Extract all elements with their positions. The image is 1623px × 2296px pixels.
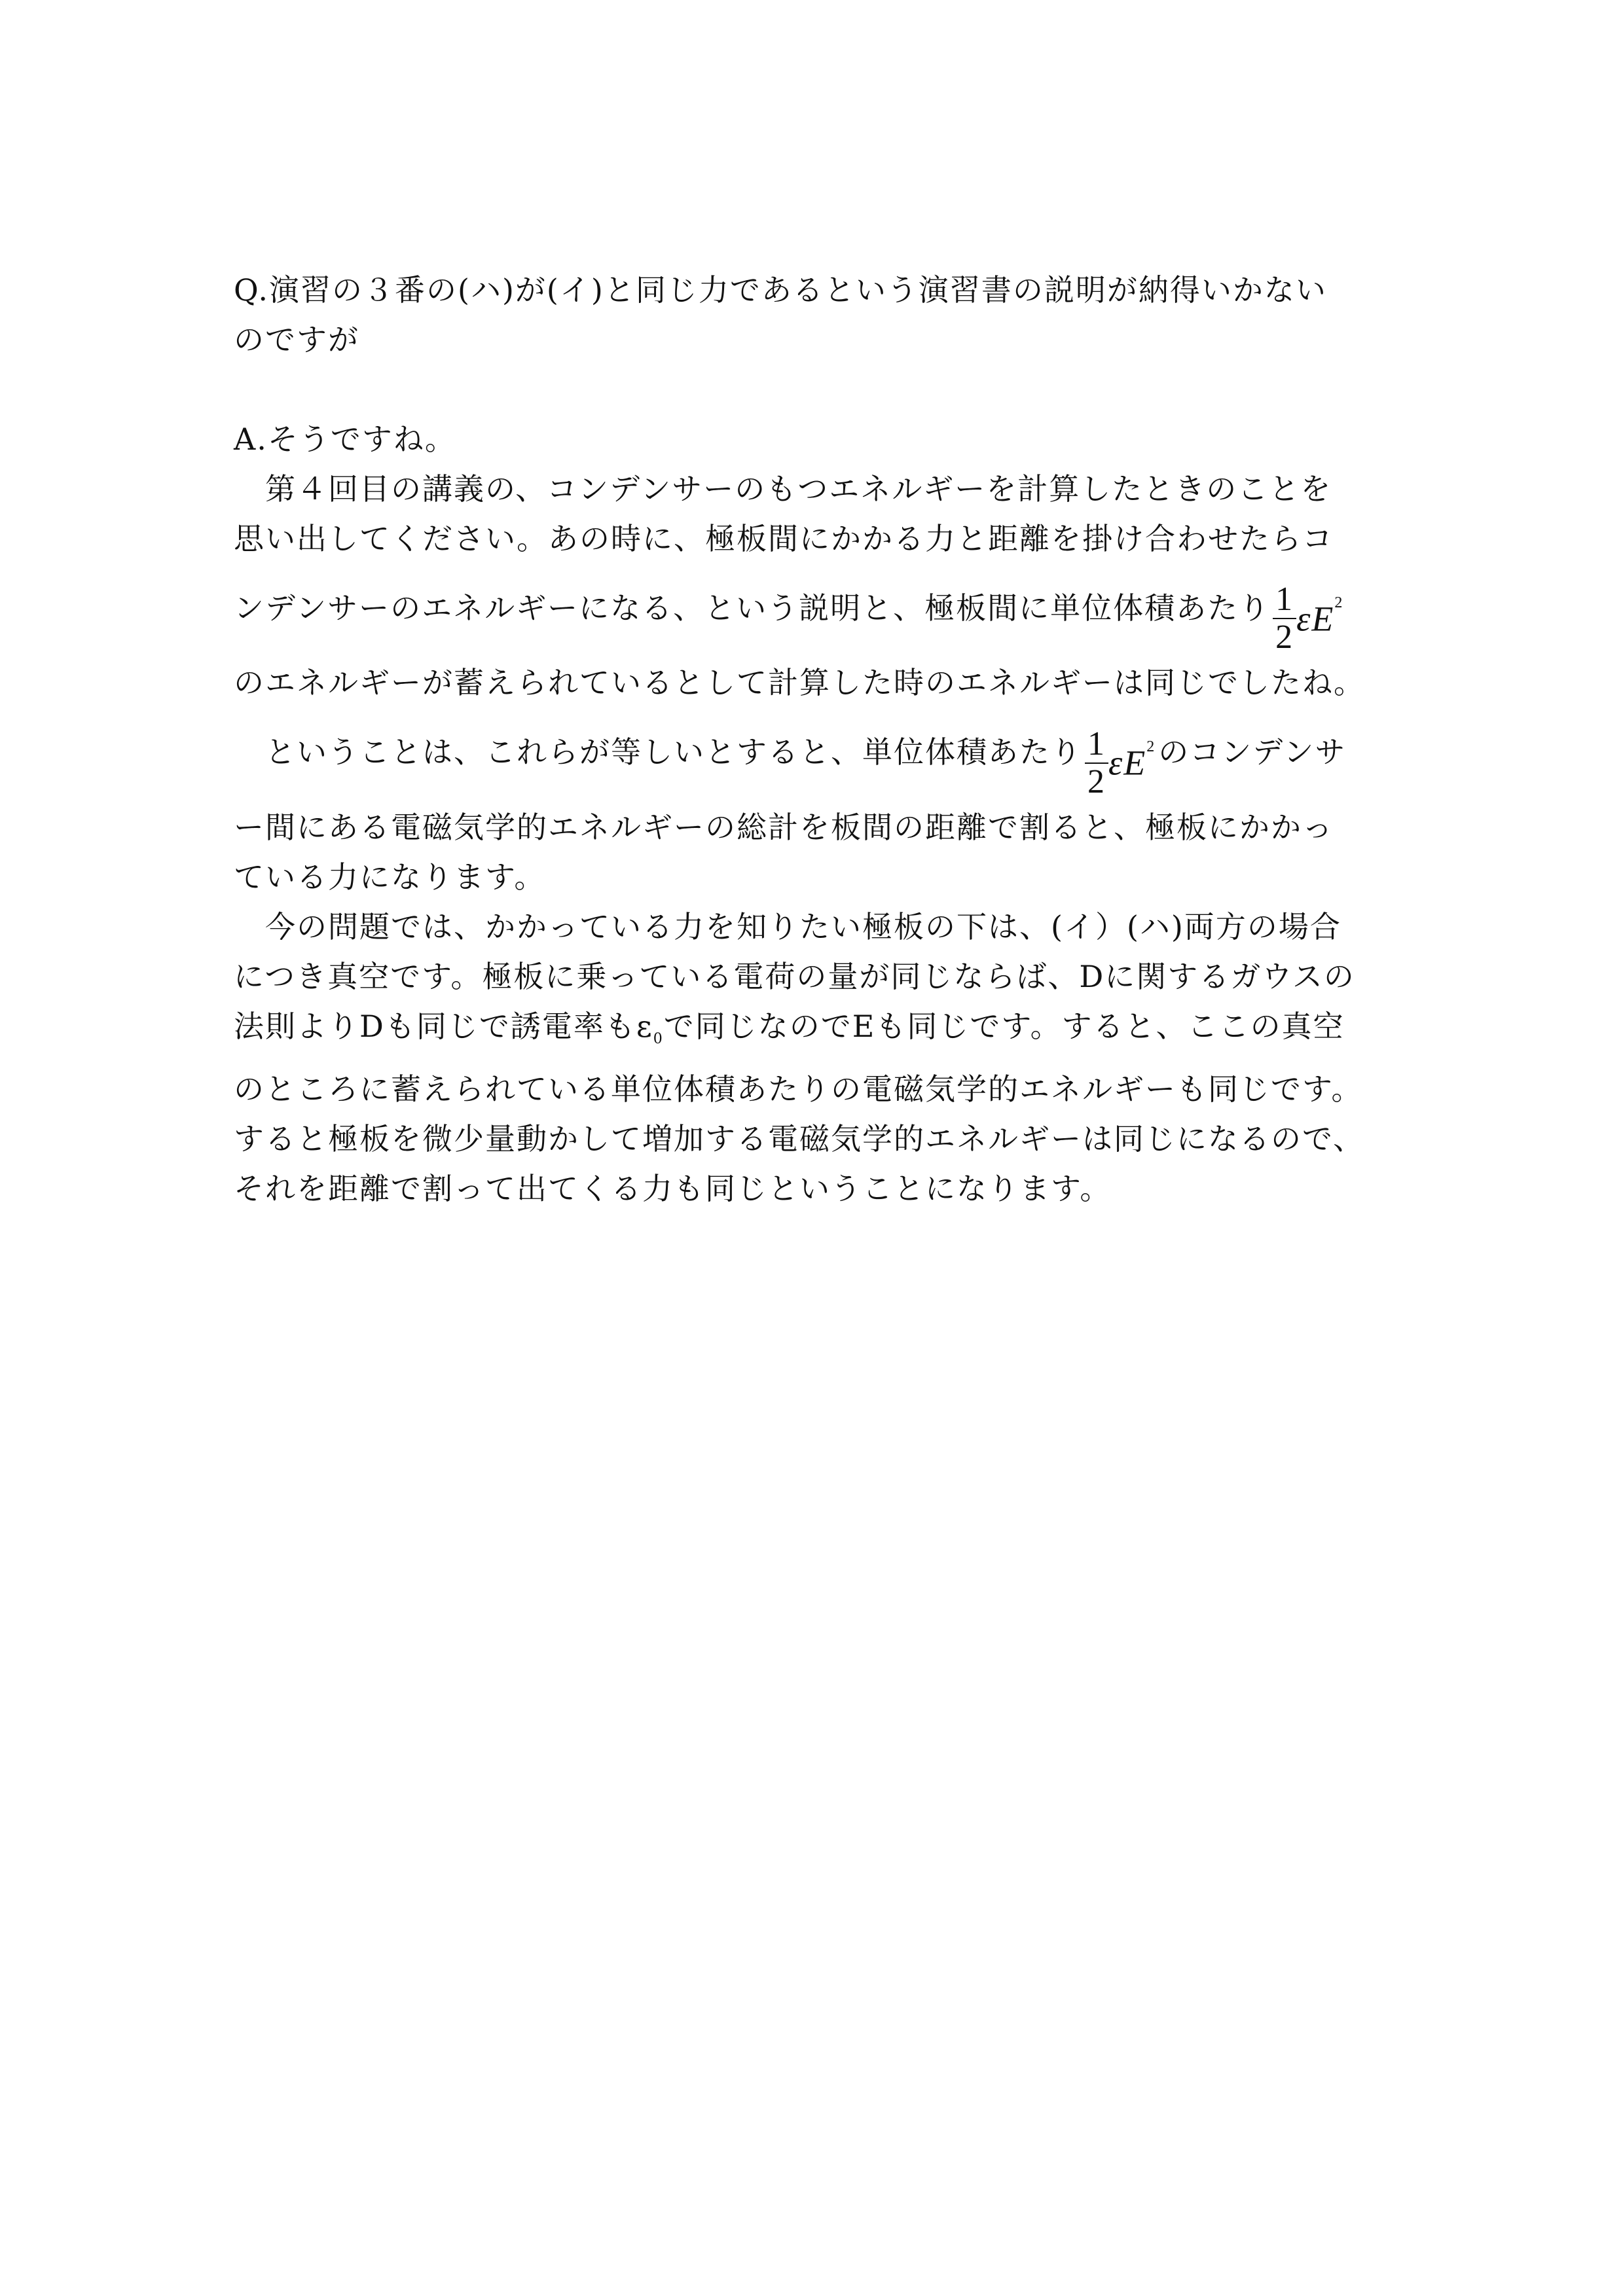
answer-text: ということは、これらが等しいとすると、単位体積あたり — [234, 734, 1082, 770]
question-line: のですが — [234, 322, 359, 357]
fraction-numerator: 1 — [1273, 581, 1296, 619]
answer-line: 第４回目の講義の、コンデンサーのもつエネルギーを計算したときのことを — [234, 471, 1332, 507]
answer-text: 法則よりDも同じで誘電率も — [234, 1008, 636, 1044]
answer-intro: A.そうですね。 — [234, 422, 456, 457]
document-body — [234, 265, 1406, 1213]
epsilon-zero-symbol — [636, 1008, 664, 1047]
answer-line: ている力になります。 — [234, 859, 546, 895]
answer-line: 今の問題では、かかっている力を知りたい極板の下は、(イ）(ハ)両方の場合 — [234, 908, 1341, 944]
answer-line — [234, 708, 1406, 802]
spacer — [234, 365, 1406, 414]
question-line: Q.演習の３番の(ハ)が(イ)と同じ力であるという演習書の説明が納得いかない — [234, 272, 1327, 308]
answer-line: のところに蓄えられている単位体積あたりの電磁気学的エネルギーも同じです。 — [234, 1071, 1363, 1107]
answer-line — [234, 1001, 1406, 1064]
formula-expression: εE — [1108, 743, 1147, 783]
answer-line: ー間にある電磁気学的エネルギーの総計を板間の距離で割ると、極板にかかっ — [234, 809, 1334, 845]
fraction-denominator: 2 — [1275, 619, 1294, 656]
fraction-denominator: 2 — [1087, 762, 1106, 800]
formula-expression: εE — [1296, 599, 1335, 639]
answer-line: それを距離で割って出てくる力も同じということになります。 — [234, 1170, 1112, 1206]
formula-exponent: 2 — [1146, 738, 1156, 756]
answer-line: 思い出してください。あの時に、極板間にかかる力と距離を掛け合わせたらコ — [234, 521, 1334, 556]
epsilon-subscript: 0 — [653, 1030, 664, 1047]
answer-text: で同じなのでEも同じです。すると、ここの真空 — [663, 1008, 1345, 1044]
answer-text: のコンデンサ — [1158, 734, 1347, 770]
epsilon-symbol: ε — [636, 1008, 653, 1044]
fraction — [1085, 726, 1108, 800]
answer-line: につき真空です。極板に乗っている電荷の量が同じならば、Dに関するガウスの — [234, 958, 1355, 994]
fraction-numerator: 1 — [1085, 726, 1108, 764]
fraction — [1273, 581, 1296, 656]
answer-line: すると極板を微少量動かして増加する電磁気学的エネルギーは同じになるので、 — [234, 1121, 1365, 1157]
answer-line — [234, 564, 1406, 658]
formula-exponent: 2 — [1334, 594, 1344, 611]
energy-density-formula — [1273, 564, 1343, 658]
answer-line: のエネルギーが蓄えられているとして計算した時のエネルギーは同じでしたね。 — [234, 665, 1365, 701]
answer-text: ンデンサーのエネルギーになる、という説明と、極板間に単位体積あたり — [234, 590, 1271, 626]
energy-density-formula — [1085, 708, 1156, 802]
